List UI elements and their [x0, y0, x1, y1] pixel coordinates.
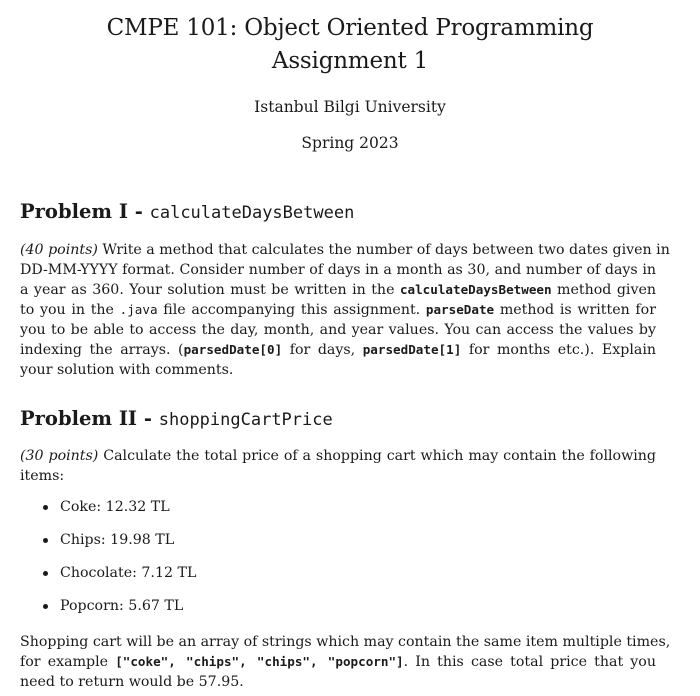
problem-1-heading-code: calculateDaysBetween [149, 203, 355, 223]
problem-2-points: (30 points) [20, 448, 99, 464]
parsed-date-1-code: parsedDate[1] [362, 342, 462, 357]
problem-2-intro-text: Calculate the total price of a shopping cart which may contain the following [98, 448, 656, 464]
list-item [40, 497, 196, 530]
problem-1-heading [20, 199, 354, 226]
list-item [40, 596, 196, 629]
term-label: Spring 2023 [301, 134, 399, 152]
problem-1-line-6-text-c: for months etc.). Explain [461, 342, 656, 358]
problem-1-line-2-text: DD-MM-YYYY format. Consider number of days in a month as 30, and number of days in [20, 262, 656, 278]
problem-1-line-4 [20, 300, 656, 320]
bullet-icon [43, 505, 48, 510]
problem-2-intro [20, 446, 656, 486]
problem-1-line-4-text-b: file accompanying this assignment. [157, 302, 426, 318]
problem-2-closing [20, 632, 671, 692]
example-array-code: ["coke", "chips", "chips", "popcorn"] [115, 654, 404, 669]
bullet-icon [43, 571, 48, 576]
problem-2-closing-line-2 [20, 652, 656, 672]
problem-2-intro-line-2: items: [20, 468, 65, 484]
closing-text-a: for example [20, 654, 116, 670]
closing-text-b: . In this case total price that you [403, 654, 656, 670]
problem-1-line-5 [20, 320, 656, 340]
document-title-line-2: Assignment 1 [271, 48, 429, 74]
shopping-items-list [40, 497, 196, 629]
item-chips: Chips: 19.98 TL [60, 532, 175, 548]
problem-1-line-6-text-b: for days, [282, 342, 363, 358]
problem-2-heading-code: shoppingCartPrice [158, 410, 333, 430]
problem-1-line-2 [20, 260, 656, 280]
item-coke: Coke: 12.32 TL [60, 499, 170, 515]
problem-1-line-5-text: you to be able to access the day, month, and year values. You can access the values by [20, 322, 656, 338]
parse-date-code: parseDate [425, 302, 495, 317]
problem-1-line-4-text-c: method is written for [494, 302, 657, 318]
item-popcorn: Popcorn: 5.67 TL [60, 598, 184, 614]
problem-1-points: (40 points) [20, 242, 98, 258]
problem-1-line-6 [20, 340, 656, 360]
list-item [40, 530, 196, 563]
method-name-code: calculateDaysBetween [399, 282, 552, 297]
problem-1-line-3-text-a: a year as 360. Your solution must be written in the [20, 282, 400, 298]
java-extension-code: .java [119, 302, 158, 317]
item-chocolate: Chocolate: 7.12 TL [60, 565, 197, 581]
problem-1-description [20, 240, 670, 380]
university-name: Istanbul Bilgi University [254, 98, 446, 116]
problem-1-line-1-text: Write a method that calculates the number of days between two dates given in [97, 242, 670, 258]
problem-1-line-4-text-a: to you in the [20, 302, 120, 318]
problem-1-line-7-text: your solution with comments. [20, 362, 234, 378]
problem-2-closing-line-3: need to return would be 57.95. [20, 674, 244, 690]
problem-1-line-3 [20, 280, 656, 300]
problem-2-closing-line-1: Shopping cart will be an array of strings which may contain the same item multiple times, [20, 634, 671, 650]
problem-1-line-6-text-a: indexing the arrays. ( [20, 342, 184, 358]
problem-2-heading [20, 406, 333, 433]
bullet-icon [43, 604, 48, 609]
problem-1-line-3-text-b: method given [551, 282, 657, 298]
list-item [40, 563, 196, 596]
document-title-line-1: CMPE 101: Object Oriented Programming [106, 15, 594, 41]
problem-2-heading-prefix: Problem II - [20, 407, 159, 430]
bullet-icon [43, 538, 48, 543]
problem-1-line-1 [20, 240, 670, 260]
parsed-date-0-code: parsedDate[0] [183, 342, 283, 357]
problem-1-line-7 [20, 360, 656, 380]
problem-2-intro-line-1 [20, 446, 656, 466]
problem-1-heading-prefix: Problem I - [20, 200, 150, 223]
